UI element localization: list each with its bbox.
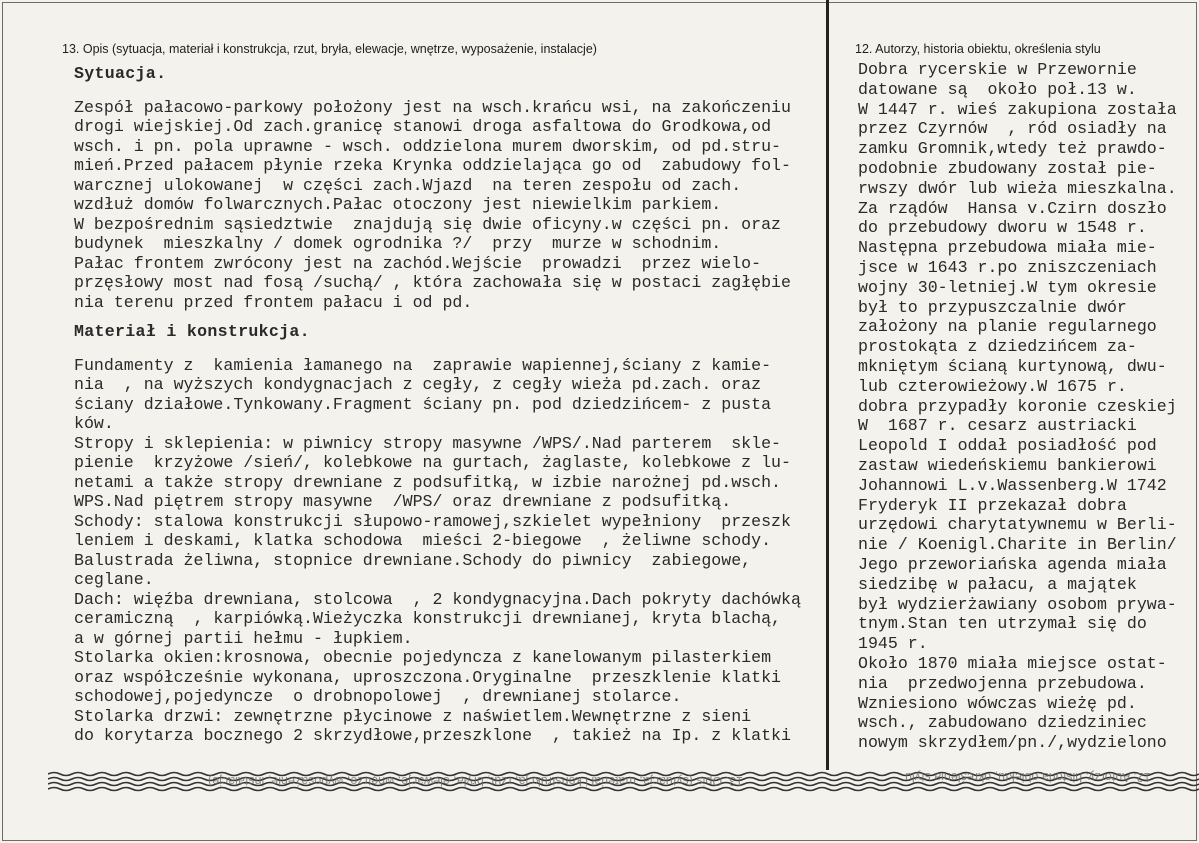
text-line: W 1447 r. wieś zakupiona została <box>858 99 1177 119</box>
text-line: przez Czyrnów , ród osiadły na <box>858 119 1167 139</box>
text-line: wzdłuż domów folwarcznych.Pałac otoczony jest niewielkim parkiem. <box>74 195 722 214</box>
text-line: założony na planie regularnego <box>858 317 1157 337</box>
text-line: budynek mieszkalny / domek ogrodnika ?/ przy murze w schodnim. <box>74 234 722 253</box>
text-line: a w górnej partii hełmu - łupkiem. <box>74 628 413 648</box>
text-line: ściany działowe.Tynkowany.Fragment ściany pn. pod dziedzińcem- z pusta <box>74 394 772 414</box>
text-line: Dobra rycerskie w Przewornie <box>858 60 1137 79</box>
text-line: rwszy dwór lub wieża mieszkalna. <box>858 178 1177 198</box>
reversed-footer-right-label: 12. Autorzy, historia obiektu, określenia stylu <box>905 770 1151 784</box>
text-line: warcznej ulokowanej w części zach.Wjazd na teren zespołu od zach. <box>74 175 742 195</box>
text-line: nowym skrzydłem/pn./,wydzielono <box>858 733 1167 753</box>
text-line: schodowej,pojedyncze o drobnopolowej , drewnianej stolarce. <box>74 687 682 706</box>
text-line: podobnie zbudowany został pie- <box>858 158 1157 178</box>
text-line: lub czterowieżowy.W 1675 r. <box>858 376 1127 396</box>
text-line: Następna przebudowa miała mie- <box>858 238 1157 258</box>
text-line: zastaw wiedeńskiemu bankierowi <box>858 455 1157 475</box>
text-line: Około 1870 miała miejsce ostat- <box>858 653 1167 673</box>
text-line: dobra przypadły koronie czeskiej <box>858 396 1177 416</box>
text-line: Balustrada żeliwna, stopnice drewniane.Schody do piwnicy zabiegowe, <box>74 550 752 570</box>
text-line: jsce w 1643 r.po zniszczeniach <box>858 257 1157 277</box>
text-line: Fundamenty z kamienia łamanego na zaprawie wapiennej,ściany z kamie- <box>74 355 772 375</box>
text-line: nie / Koenigl.Charite in Berlin/ <box>858 535 1177 555</box>
text-line: Wzniesiono wówczas wieżę pd. <box>858 693 1137 713</box>
text-line: 1945 r. <box>858 634 928 654</box>
text-line: wojny 30-letniej.W tym okresie <box>858 277 1157 297</box>
text-line: Stolarka drzwi: zewnętrzne płycinowe z naświetlem.Wewnętrzne z sieni <box>74 706 752 726</box>
text-line: do przebudowy dworu w 1548 r. <box>858 218 1147 238</box>
right-column-body <box>858 60 1198 753</box>
left-column-header: 13. Opis (sytuacja, materiał i konstrukcja, rzut, bryła, elewacje, wnętrze, wyposażenie, instalacje) <box>62 42 597 56</box>
text-line: Fryderyk II przekazał dobra <box>858 495 1127 515</box>
text-line: Schody: stalowa konstrukcji słupowo-ramowej,szkielet wypełniony przeszk <box>74 511 791 531</box>
text-line: Leopold I oddał posiadłość pod <box>858 436 1157 456</box>
text-line: nia przedwojenna przebudowa. <box>858 673 1147 693</box>
text-line: był wydzierżawiany osobom prywa- <box>858 594 1177 614</box>
text-line: leniem i deskami, klatka schodowa mieści 2-biegowe , żeliwne schody. <box>74 531 772 550</box>
text-line: urzędowi charytatywnemu w Berli- <box>858 515 1177 535</box>
text-line: Za rządów Hansa v.Czirn doszło <box>858 198 1167 218</box>
text-line: wsch., zabudowano dziedziniec <box>858 713 1147 733</box>
text-line: Johannowi L.v.Wassenberg.W 1742 <box>858 475 1167 495</box>
text-line: Dach: więźba drewniana, stolcowa , 2 kondygnacyjna.Dach pokryty dachówką <box>74 589 801 609</box>
text-line: Jego przeworiańska agenda miała <box>858 554 1167 574</box>
text-line: nia terenu przed frontem pałacu i od pd. <box>74 292 473 312</box>
text-line: wsch. i pn. pola uprawne - wsch. oddzielona murem dworskim, od pd.stru- <box>74 136 782 156</box>
text-line: mień.Przed pałacem płynie rzeka Krynka oddzielająca go od zabudowy fol- <box>74 156 791 175</box>
text-line: tnym.Stan ten utrzymał się do <box>858 614 1147 634</box>
text-line: pienie krzyżowe /sień/, kolebkowe na gurtach, żaglaste, kolebkowe z lu- <box>74 453 791 472</box>
text-line: nia , na wyższych kondygnacjach z cegły, z cegły wieża pd.zach. oraz <box>74 375 762 394</box>
text-line: Stropy i sklepienia: w piwnicy stropy masywne /WPS/.Nad parterem skle- <box>74 433 782 453</box>
text-line: przęsłowy most nad fosą /suchą/ , która zachowała się w postaci zagłębie <box>74 273 791 292</box>
text-line: ceglane. <box>74 570 154 589</box>
text-line: do korytarza bocznego 2 skrzydłowe,przeszklone , takież na Ip. z klatki <box>74 726 791 745</box>
text-line: W 1687 r. cesarz austriacki <box>858 416 1137 436</box>
text-line: datowane są około poł.13 w. <box>858 79 1137 99</box>
text-line: zamku Gromnik,wtedy też prawdo- <box>858 139 1167 159</box>
text-line: oraz współcześnie wykonana, uproszczona.Oryginalne przeszklenie klatki <box>74 667 782 687</box>
section-title-situation: Sytuacja. <box>74 64 167 83</box>
section-material-body <box>74 356 826 746</box>
text-line: ceramiczną , karpiówką.Wieżyczka konstrukcji drewnianej, kryta blachą, <box>74 609 782 628</box>
text-line: Stolarka okien:krosnowa, obecnie pojedyncza z kanelowanym pilasterkiem <box>74 648 772 667</box>
text-line: był to przypuszczalnie dwór <box>858 297 1127 317</box>
text-line: WPS.Nad piętrem stropy masywne /WPS/ oraz drewniane z podsufitką. <box>74 492 732 511</box>
section-situation-body <box>74 98 826 313</box>
section-title-material: Materiał i konstrukcja. <box>74 322 310 341</box>
text-line: mkniętym ścianą kurtynową, dwu- <box>858 356 1167 376</box>
text-line: Zespół pałacowo-parkowy położony jest na wsch.krańcu wsi, na zakończeniu <box>74 97 791 117</box>
text-line: W bezpośrednim sąsiedztwie znajdują się dwie oficyny.w części pn. oraz <box>74 214 782 234</box>
left-column-body <box>74 64 826 746</box>
text-line: prostokąta z dziedzińcem za- <box>858 337 1137 357</box>
text-line: Pałac frontem zwrócony jest na zachód.Wejście prowadzi przez wielo- <box>74 253 762 273</box>
text-line: siedzibę w pałacu, a majątek <box>858 574 1137 594</box>
text-line: ków. <box>74 414 114 433</box>
column-divider <box>826 0 829 770</box>
right-column-header: 12. Autorzy, historia obiektu, określenia stylu <box>855 42 1101 56</box>
text-line: drogi wiejskiej.Od zach.granicę stanowi droga asfaltowa do Grodkowa,od <box>74 117 772 136</box>
reversed-footer-left-label: 13. Opis (sytuacja, materiał i konstrukcja, rzut, bryła, elewacje, wnętrze, wyposażenie, instalacje) <box>208 774 743 788</box>
text-line: netami a także stropy drewniane z podsufitką, w izbie narożnej pd.wsch. <box>74 472 782 492</box>
